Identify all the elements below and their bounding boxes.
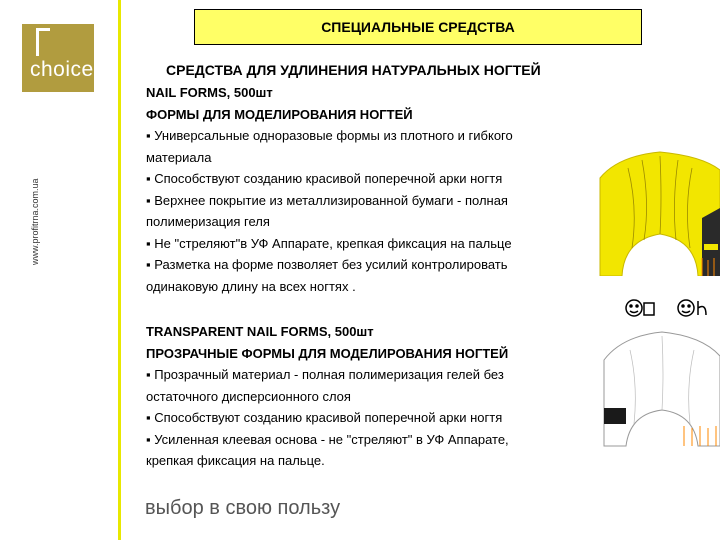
usage-icons bbox=[622, 297, 720, 319]
sidebar-divider bbox=[118, 0, 121, 540]
product-line: ▪ Способствуют созданию красивой поперечной арки ногтя bbox=[146, 171, 503, 186]
product-name-ru: ФОРМЫ ДЛЯ МОДЕЛИРОВАНИЯ НОГТЕЙ bbox=[146, 106, 413, 122]
section-subtitle: СРЕДСТВА ДЛЯ УДЛИНЕНИЯ НАТУРАЛЬНЫХ НОГТЕЙ bbox=[166, 62, 541, 78]
logo-mark bbox=[36, 28, 50, 56]
choice-logo bbox=[22, 24, 94, 92]
product-name-en: NAIL FORMS, 500шт bbox=[146, 85, 273, 100]
product-name-en: TRANSPARENT NAIL FORMS, 500шт bbox=[146, 324, 374, 339]
logo-text: choice bbox=[30, 58, 94, 81]
product-nail-forms bbox=[146, 82, 606, 297]
product-line: ▪ Разметка на форме позволяет без усилий контролировать bbox=[146, 257, 508, 272]
product-line: ▪ Усиленная клеевая основа - не "стреляют" в УФ Аппарате, bbox=[146, 431, 509, 447]
product-line: ▪ Верхнее покрытие из металлизированной бумаги - полная bbox=[146, 192, 508, 208]
product-line: остаточного дисперсионного слоя bbox=[146, 388, 351, 404]
product-line: одинаковую длину на всех ногтях . bbox=[146, 278, 356, 294]
transparent-nail-form-image bbox=[600, 330, 720, 450]
product-transparent-forms bbox=[146, 321, 606, 472]
product-line: полимеризация геля bbox=[146, 214, 270, 229]
page-title: СПЕЦИАЛЬНЫЕ СРЕДСТВА bbox=[321, 19, 515, 35]
product-line: крепкая фиксация на пальце. bbox=[146, 453, 325, 468]
page-header bbox=[194, 9, 642, 45]
product-line: ▪ Способствуют созданию красивой поперечной арки ногтя bbox=[146, 410, 503, 425]
yellow-nail-form-image bbox=[598, 148, 720, 276]
product-line: ▪ Универсальные одноразовые формы из плотного и гибкого bbox=[146, 128, 513, 143]
footer-tagline: выбор в свою пользу bbox=[145, 497, 341, 519]
product-name-ru: ПРОЗРАЧНЫЕ ФОРМЫ ДЛЯ МОДЕЛИРОВАНИЯ НОГТЕЙ bbox=[146, 345, 509, 361]
vertical-url: www.profitrna.com.ua bbox=[30, 178, 40, 265]
product-line: ▪ Не "стреляют"в УФ Аппарате, крепкая фиксация на пальце bbox=[146, 235, 512, 251]
sidebar bbox=[0, 0, 118, 540]
product-line: материала bbox=[146, 149, 212, 165]
product-line: ▪ Прозрачный материал - полная полимеризация гелей без bbox=[146, 367, 504, 382]
